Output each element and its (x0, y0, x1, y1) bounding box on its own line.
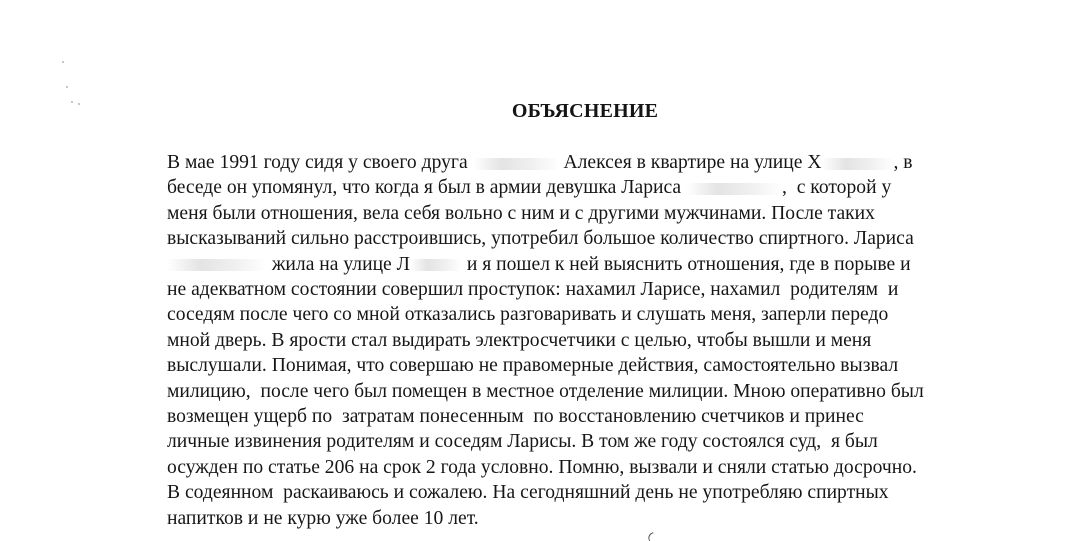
text-line-12: личные извинения родителям и соседям Ларисы. В том же году состоялся суд, я был (167, 431, 878, 453)
scan-speck (66, 86, 68, 88)
text-line-10: милицию, после чего был помещен в местное отделение милиции. Мною оперативно был (167, 380, 924, 402)
text-line-3: меня были отношения, вела себя вольно с ним и с другими мужчинами. После таких (167, 202, 875, 224)
text-line-7: соседям после чего со мной отказались разговаривать и слушать меня, заперли передо (167, 304, 889, 326)
scan-speck (62, 61, 64, 63)
text-line-2: беседе он упомянул, что когда я был в армии девушка Лариса , с которой у (167, 177, 892, 199)
redacted-surname (473, 158, 559, 170)
text-line-6: не адекватном состоянии совершил проступок: нахамил Ларисе, нахамил родителям и (167, 279, 899, 301)
handwritten-mark (647, 532, 657, 541)
redacted-surname (167, 259, 267, 271)
text-line-11: возмещен ущерб по затратам понесенным по восстановлению счетчиков и принес (167, 406, 864, 428)
document-body (167, 150, 1067, 531)
document-title: ОБЪЯСНЕНИЕ (511, 100, 659, 122)
text-line-15: напитков и не курю уже более 10 лет. (167, 507, 479, 529)
redacted-street (410, 259, 462, 271)
text-line-13: осужден по статье 206 на срок 2 года условно. Помню, вызвали и сняли статью досрочно. (167, 456, 917, 478)
text-line-9: выслушали. Понимая, что совершаю не правомерные действия, самостоятельно вызвал (167, 355, 899, 377)
text-line-1: В мае 1991 году сидя у своего друга Алексея в квартире на улице Х , в (167, 152, 913, 173)
text-line-8: мной дверь. В ярости стал выдирать электросчетчики с целью, чтобы вышли и меня (167, 329, 872, 351)
redacted-surname (686, 183, 782, 195)
text-line-4: высказываний сильно расстроившись, употребил большое количество спиртного. Лариса (167, 228, 914, 250)
redacted-street (822, 158, 894, 170)
text-line-14: В содеянном раскаиваюсь и сожалею. На сегодняшний день не употребляю спиртных (167, 482, 889, 504)
text-line-5: жила на улице Л и я пошел к ней выяснить отношения, где в порыве и (167, 252, 1067, 277)
